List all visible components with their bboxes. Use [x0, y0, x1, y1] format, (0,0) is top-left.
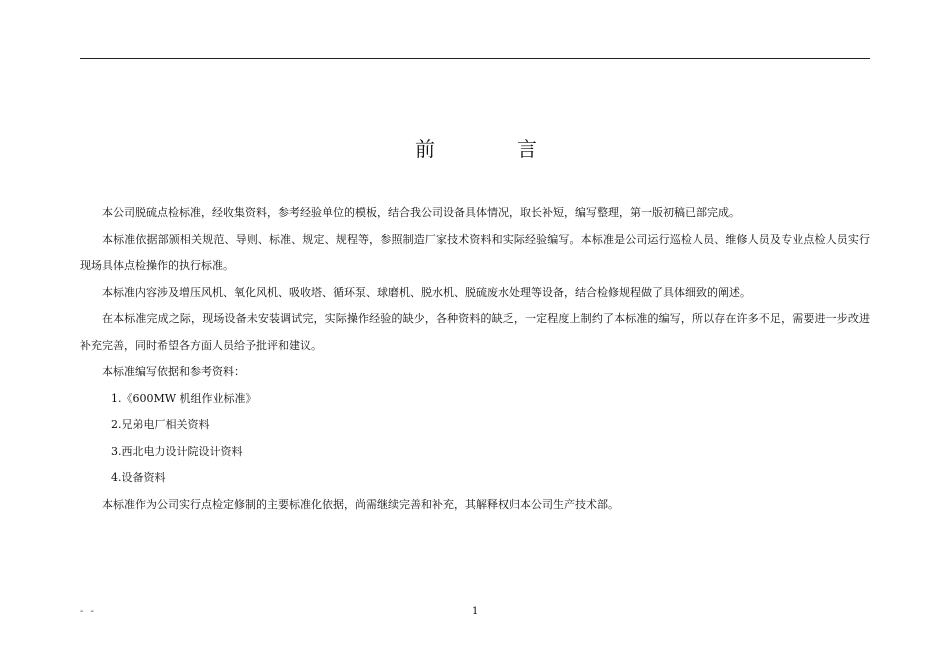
- page-title: [0, 136, 950, 162]
- reference-item: 4.设备资料: [111, 471, 166, 484]
- paragraph: 本公司脱硫点检标准，经收集资料，参考经验单位的模板，结合我公司设备具体情况，取长补短，编写整理，第一版初稿已部完成。: [102, 206, 740, 219]
- references-heading: 本标准编写依据和参考资料：: [102, 365, 245, 378]
- paragraph: 在本标准完成之际，现场设备未安装调试完，实际操作经验的缺少，各种资料的缺乏，一定程度上制约了本标准的编写，所以存在许多不足，需要进一步改进补充完善，同时希望各方面人员给予批评和建议。: [80, 312, 870, 352]
- reference-item: 2.兄弟电厂相关资料: [111, 418, 210, 431]
- closing-paragraph: 本标准作为公司实行点检定修制的主要标准化依据，尚需继续完善和补充，其解释权归本公司生产技术部。: [102, 497, 619, 511]
- footer-marks: - -: [80, 606, 96, 617]
- header-rule: [80, 58, 870, 59]
- paragraph: 本标准依据部颁相关规范、导则、标准、规定、规程等，参照制造厂家技术资料和实际经验编写。本标准是公司运行巡检人员、维修人员及专业点检人员实行现场具体点检操作的执行标准。: [80, 232, 870, 272]
- page-number: 1: [472, 606, 479, 617]
- page-footer: [0, 604, 950, 620]
- body-text: [80, 200, 870, 518]
- title-char-1: 前: [415, 137, 435, 161]
- reference-item: 3.西北电力设计院设计资料: [111, 444, 243, 458]
- reference-item: 1.《600MW 机组作业标准》: [111, 391, 257, 405]
- title-char-2: 言: [517, 137, 537, 161]
- paragraph: 本标准内容涉及增压风机、氧化风机、吸收塔、循环泵、球磨机、脱水机、脱硫废水处理等设备，结合检修规程做了具体细致的阐述。: [102, 285, 751, 299]
